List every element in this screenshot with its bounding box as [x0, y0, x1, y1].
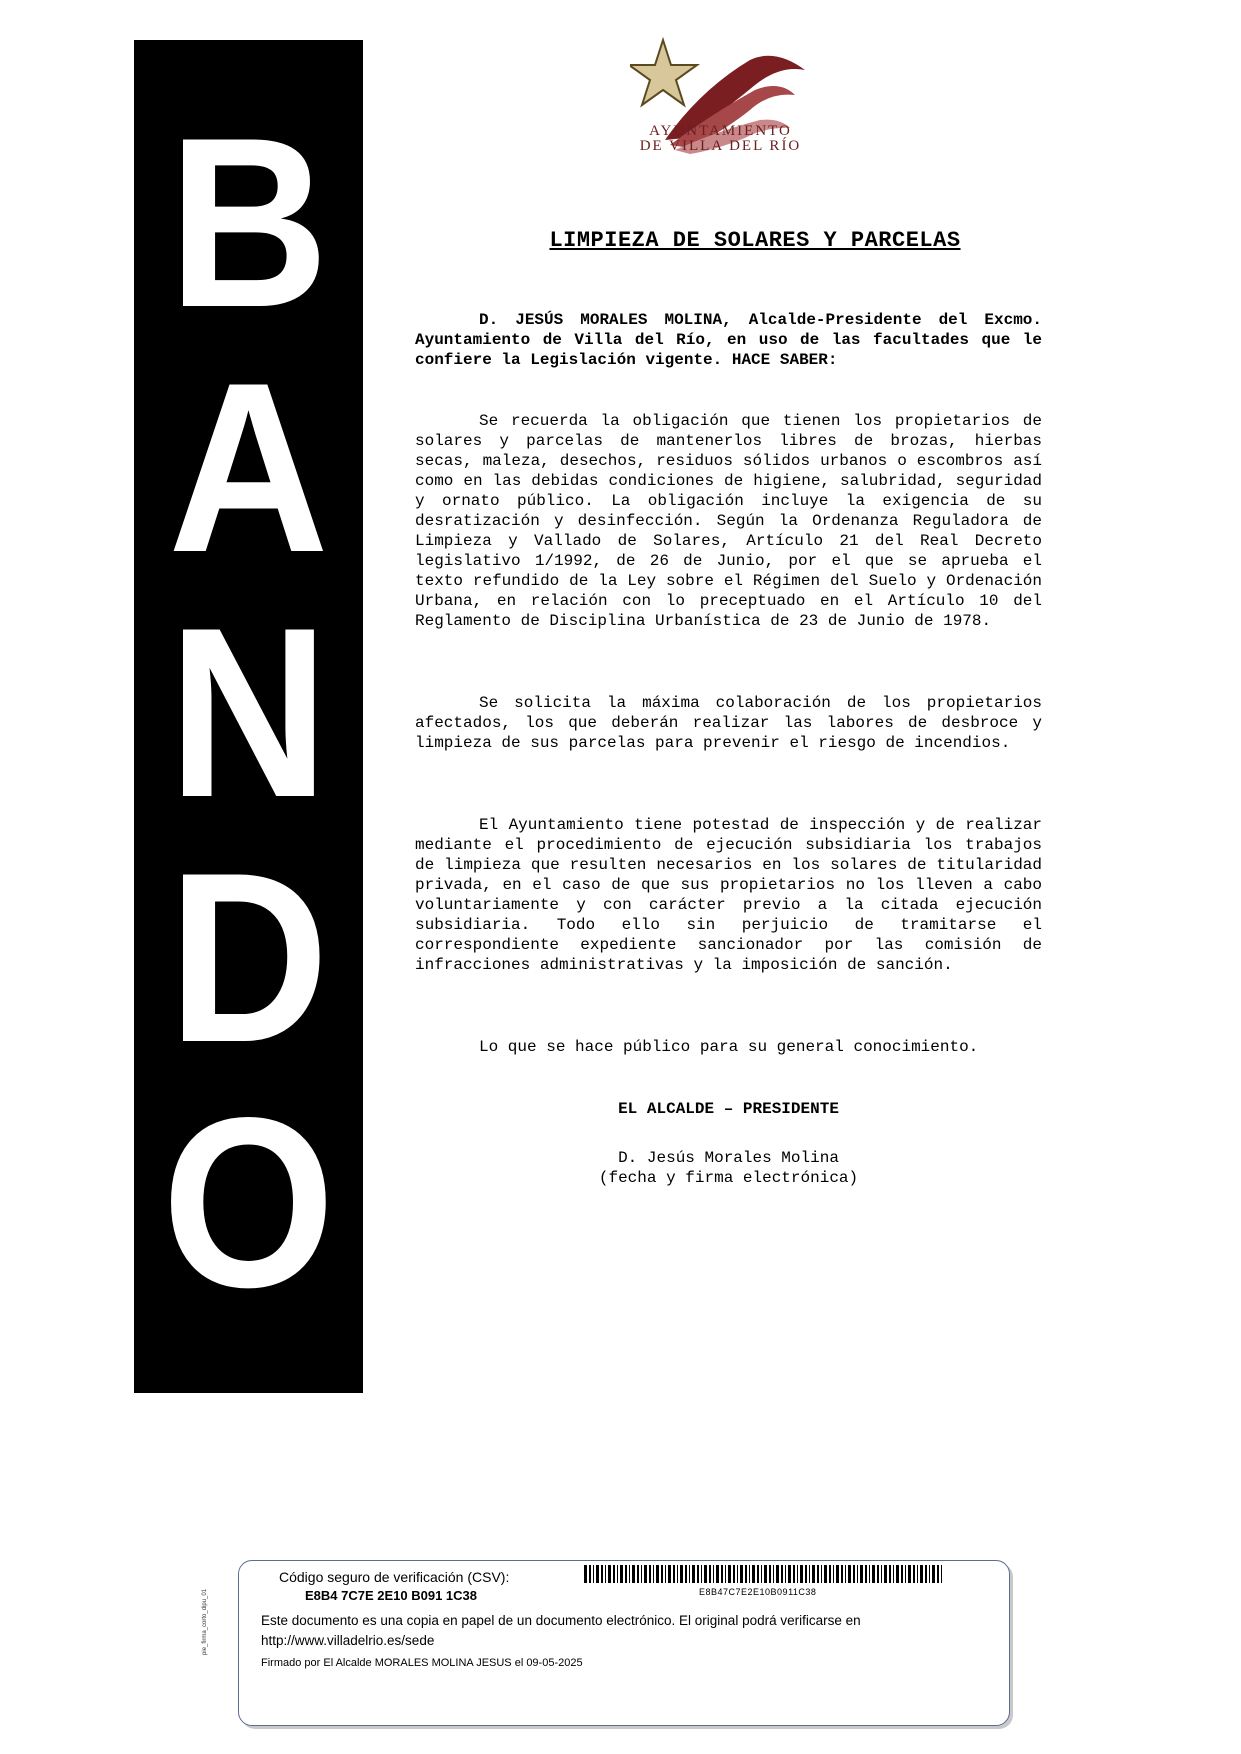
verification-note-line1: Este documento es una copia en papel de un documento electrónico. El original podrá verificarse en [261, 1613, 861, 1628]
body-paragraph-2 [415, 693, 1042, 753]
body-paragraph-1 [415, 411, 1042, 631]
banner-letter-b: B [168, 88, 329, 358]
body-paragraph-4 [415, 1037, 1042, 1057]
intro-paragraph [415, 310, 1042, 370]
verification-box [238, 1560, 1010, 1726]
town-hall-star-logo-icon [630, 30, 810, 180]
banner-letter-o: O [161, 1068, 336, 1338]
banner-letter-a: A [168, 333, 329, 603]
signature-role: EL ALCALDE – PRESIDENTE [618, 1100, 839, 1118]
paragraph-text: Se solicita la máxima colaboración de los propietarios afectados, los que deberán realizar las labores de desbroce y limpieza de sus parcelas para prevenir el riesgo de incendios. [415, 694, 1042, 752]
barcode-icon [584, 1565, 946, 1583]
page-title: LIMPIEZA DE SOLARES Y PARCELAS [549, 228, 961, 253]
paragraph-text: Lo que se hace público para su general conocimiento. [479, 1038, 979, 1056]
footer-side-tag: pie_firma_corto_dipu_01 [202, 1588, 208, 1655]
csv-label: Código seguro de verificación (CSV): [279, 1569, 510, 1585]
paragraph-text: El Ayuntamiento tiene potestad de inspección y de realizar mediante el procedimiento de ejecución subsidiaria los trabajos de limpieza que resulten necesarios en los solares de titularidad privada, en el caso de que sus propietarios no los lleven a cabo voluntariamente y con carácter previo a la citada ejecución subsidiaria. Todo ello sin perjuicio de tramitarse el correspondiente expediente sancionador por las comisión de infracciones administrativas y la imposición de sanción. [415, 816, 1042, 974]
banner-letter-n: N [168, 578, 329, 848]
banner-letter-d: D [168, 823, 329, 1093]
intro-text: D. JESÚS MORALES MOLINA, Alcalde-Presidente del Excmo. Ayuntamiento de Villa del Río, en uso de las facultades que le confiere la Legislación vigente. HACE SABER: [415, 311, 1042, 369]
logo-text-line2: DE VILLA DEL RÍO [639, 138, 802, 154]
verification-note [261, 1611, 861, 1651]
signed-by-text: Firmado por El Alcalde MORALES MOLINA JESUS el 09-05-2025 [261, 1657, 583, 1669]
signature-note: (fecha y firma electrónica) [598, 1169, 859, 1187]
body-paragraph-3 [415, 815, 1042, 975]
csv-code: E8B4 7C7E 2E10 B091 1C38 [305, 1588, 478, 1603]
barcode-text: E8B47C7E2E10B0911C38 [699, 1587, 817, 1597]
logo-text-line1: AYUNTAMIENTO [649, 123, 792, 139]
bando-banner [134, 40, 363, 1393]
verification-link[interactable]: http://www.villadelrio.es/sede [261, 1633, 435, 1648]
signature-name: D. Jesús Morales Molina [618, 1149, 839, 1167]
paragraph-text: Se recuerda la obligación que tienen los propietarios de solares y parcelas de mantenerlos libres de brozas, hierbas secas, maleza, desechos, residuos sólidos urbanos o escombros así como en las debidas condiciones de higiene, salubridad, seguridad y ornato público. La obligación incluye la exigencia de su desratización y desinfección. Según la Ordenanza Reguladora de Limpieza y Vallado de Solares, Artículo 21 del Real Decreto legislativo 1/1992, de 26 de Junio, por el que se aprueba el texto refundido de la Ley sobre el Régimen del Suelo y Ordenación Urbana, en relación con lo preceptuado en el Artículo 10 del Reglamento de Disciplina Urbanística de 23 de Junio de 1978. [415, 412, 1042, 630]
